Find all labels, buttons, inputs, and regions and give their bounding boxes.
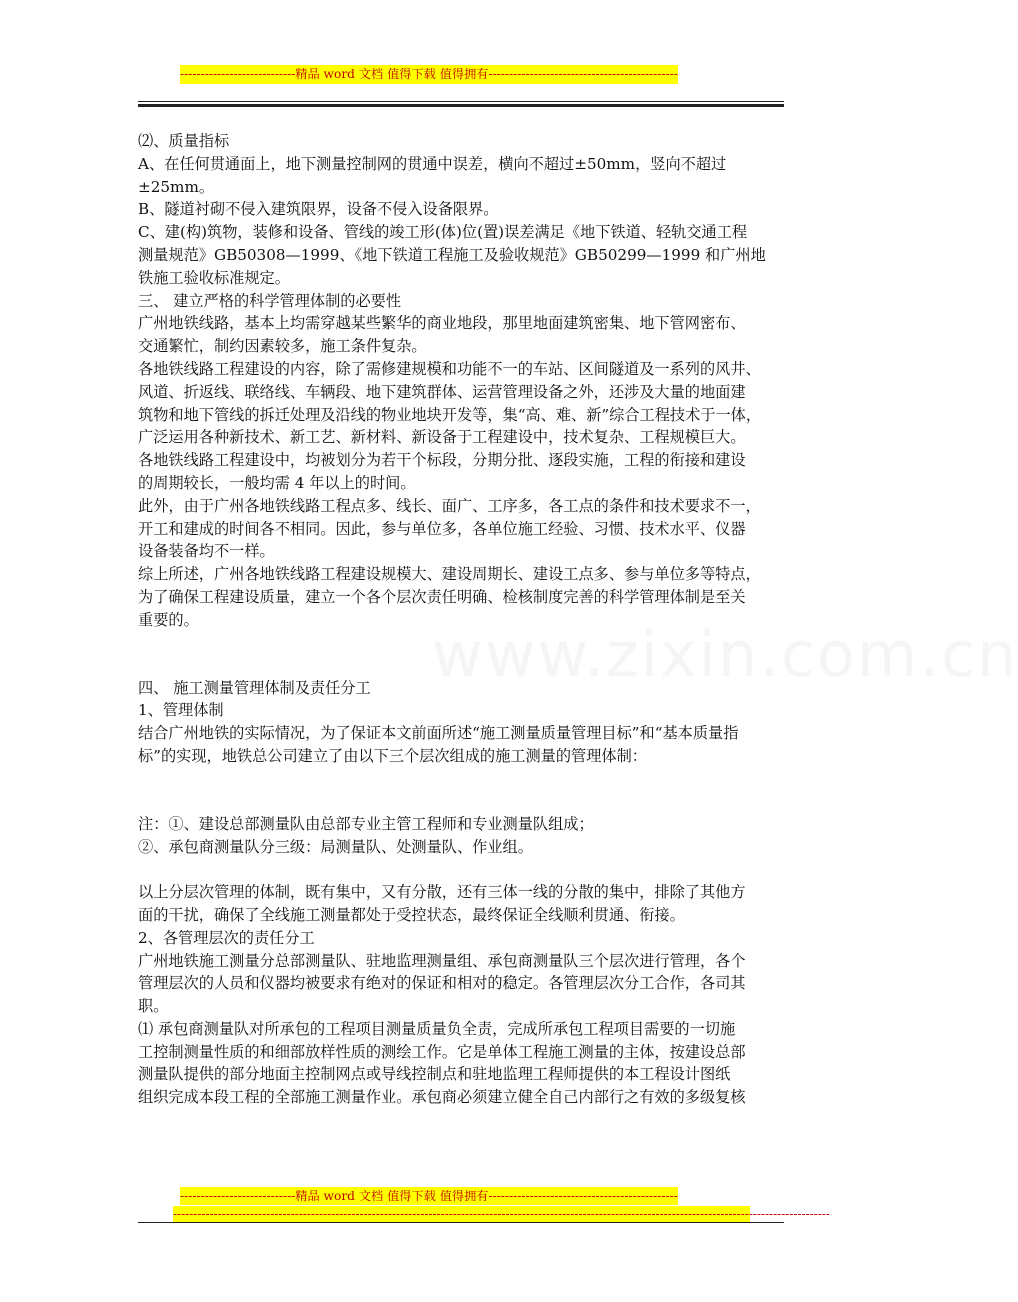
paragraph-line: 广泛运用各种新技术、新工艺、新材料、新设备于工程建设中，技术复杂、工程规模巨大。 bbox=[138, 428, 746, 447]
paragraph-line: 筑物和地下管线的拆迁处理及沿线的物业地块开发等，集“高、难、新”综合工程技术于一体， bbox=[138, 405, 762, 424]
document-body bbox=[138, 130, 788, 1109]
note-line: ②、承包商测量队分三级：局测量队、处测量队、作业组。 bbox=[138, 837, 533, 856]
paragraph-line: 各地铁线路工程建设的内容，除了需修建规模和功能不一的车站、区间隧道及一系列的风井、 bbox=[138, 359, 761, 378]
subsection-heading: 2、各管理层次的责任分工 bbox=[138, 928, 315, 947]
paragraph-line: B、隧道衬砌不侵入建筑限界，设备不侵入设备限界。 bbox=[138, 200, 499, 219]
blank-space bbox=[138, 858, 788, 881]
paragraph-line: 风道、折返线、联络线、车辆段、地下建筑群体、运营管理设备之外，还涉及大量的地面建 bbox=[138, 382, 746, 401]
paragraph-line: 综上所述，广州各地铁线路工程建设规模大、建设周期长、建设工点多、参与单位多等特点， bbox=[138, 565, 761, 584]
watermark-text: www.zixin.com.cn bbox=[432, 618, 1018, 691]
paragraph-line: 为了确保工程建设质量，建立一个各个层次责任明确、检核制度完善的科学管理体制是至关 bbox=[138, 587, 746, 606]
paragraph-line: ⑴ 承包商测量队对所承包的工程项目测量质量负全责，完成所承包工程项目需要的一切施 bbox=[138, 1019, 736, 1038]
paragraph-line: A、在任何贯通面上，地下测量控制网的贯通中误差，横向不超过±50mm，竖向不超过 bbox=[138, 154, 727, 173]
header-rule-thick bbox=[138, 104, 784, 107]
footer-banner: ----------------------------精品 word 文档 值得下载 值得拥有---------------------------------------------- bbox=[180, 1189, 678, 1203]
paragraph-line: 工控制测量性质的和细部放样性质的测绘工作。它是单体工程施工测量的主体，按建设总部 bbox=[138, 1042, 746, 1061]
paragraph-line: 此外，由于广州各地铁线路工程点多、线长、面广、工序多，各工点的条件和技术要求不一， bbox=[138, 496, 761, 515]
header-rule-thin bbox=[138, 101, 784, 102]
footer-dash-line: ------------------------------------------------------------------------------------------------------------------------------------------------------------------ bbox=[173, 1207, 830, 1221]
paragraph-line: 广州地铁线路，基本上均需穿越某些繁华的商业地段，那里地面建筑密集、地下管网密布、 bbox=[138, 314, 746, 333]
blank-space bbox=[138, 768, 788, 813]
blank-space bbox=[138, 632, 788, 677]
header-banner: ----------------------------精品 word 文档 值得下载 值得拥有---------------------------------------------- bbox=[180, 65, 678, 84]
section-four-heading: 四、 施工测量管理体制及责任分工 bbox=[138, 678, 371, 697]
paragraph-line: 结合广州地铁的实际情况，为了保证本文前面所述“施工测量质量管理目标”和“基本质量指 bbox=[138, 724, 739, 743]
paragraph-line: 管理层次的人员和仪器均被要求有绝对的保证和相对的稳定。各管理层次分工合作，各司其 bbox=[138, 974, 746, 993]
paragraph-line: 铁施工验收标准规定。 bbox=[138, 268, 290, 287]
paragraph-line: 组织完成本段工程的全部施工测量作业。承包商必须建立健全自己内部行之有效的多级复核 bbox=[138, 1088, 746, 1107]
paragraph-line: 职。 bbox=[138, 997, 169, 1016]
paragraph-line: 设备装备均不一样。 bbox=[138, 542, 275, 561]
paragraph-line: 广州地铁施工测量分总部测量队、驻地监理测量组、承包商测量队三个层次进行管理，各个 bbox=[138, 951, 746, 970]
paragraph-line: 以上分层次管理的体制，既有集中，又有分散，还有三体一线的分散的集中，排除了其他方 bbox=[138, 883, 746, 902]
paragraph-line: C、建(构)筑物，装修和设备、管线的竣工形(体)位(置)误差满足《地下铁道、轻轨交通工程 bbox=[138, 223, 748, 242]
note-line: 注：①、建设总部测量队由总部专业主管工程师和专业测量队组成； bbox=[138, 814, 594, 833]
paragraph-line: 面的干扰，确保了全线施工测量都处于受控状态，最终保证全线顺利贯通、衔接。 bbox=[138, 905, 685, 924]
paragraph-line: 各地铁线路工程建设中，均被划分为若干个标段，分期分批、逐段实施，工程的衔接和建设 bbox=[138, 451, 746, 470]
paragraph-line: 开工和建成的时间各不相同。因此，参与单位多，各单位施工经验、习惯、技术水平、仪器 bbox=[138, 519, 746, 538]
quality-index-heading: ⑵、质量指标 bbox=[138, 132, 230, 150]
paragraph-line: 重要的。 bbox=[138, 610, 199, 629]
paragraph-line: 交通繁忙，制约因素较多，施工条件复杂。 bbox=[138, 337, 427, 356]
paragraph-line: 的周期较长，一般均需 4 年以上的时间。 bbox=[138, 473, 416, 492]
paragraph-line: 测量队提供的部分地面主控制网点或导线控制点和驻地监理工程师提供的本工程设计图纸 bbox=[138, 1065, 731, 1084]
paragraph-line: 标”的实现，地铁总公司建立了由以下三个层次组成的施工测量的管理体制： bbox=[138, 746, 647, 765]
paragraph-line: 测量规范》GB50308—1999、《地下铁道工程施工及验收规范》GB50299—1999 和广州地 bbox=[138, 245, 766, 264]
paragraph-line: ±25mm。 bbox=[138, 177, 215, 196]
subsection-heading: 1、管理体制 bbox=[138, 701, 224, 720]
section-three-heading: 三、 建立严格的科学管理体制的必要性 bbox=[138, 291, 402, 310]
footer-rule bbox=[138, 1222, 784, 1223]
